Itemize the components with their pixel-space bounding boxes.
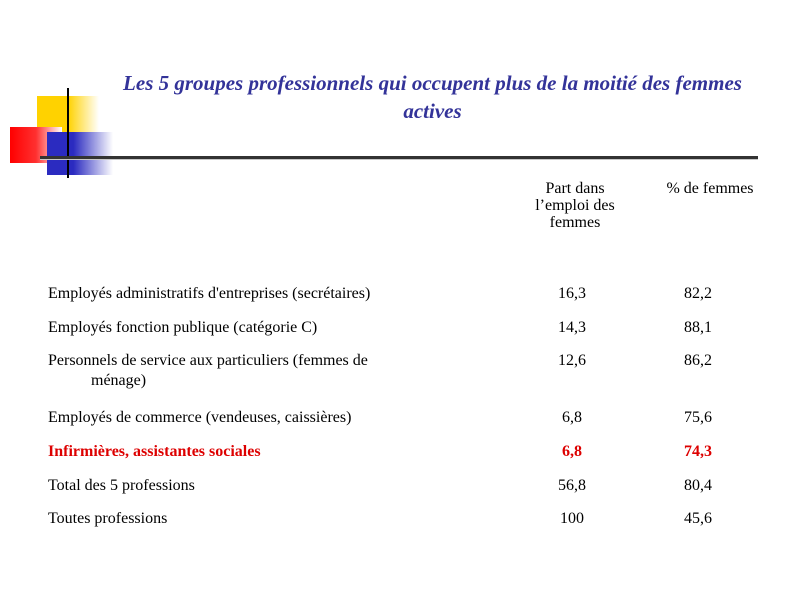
column-header-part-text: Part dans l’emploi des femmes [535,180,615,231]
slide-title: Les 5 groupes professionnels qui occupent plus de la moitié des femmes actives [123,71,742,123]
row-label: Infirmières, assistantes sociales [48,443,261,460]
row-part-value: 12,6 [558,352,586,369]
column-header-pct-text: % de femmes [666,180,754,197]
row-pct-value: 75,6 [684,409,712,426]
row-label-line1: Personnels de service aux particuliers (femmes de [48,352,368,369]
row-part-value: 6,8 [562,409,582,426]
row-part-value: 6,8 [562,443,582,460]
column-header-part [525,180,625,231]
row-pct-value: 80,4 [684,477,712,494]
row-label: Employés administratifs d'entreprises (secrétaires) [48,285,371,302]
row-pct-value: 74,3 [684,443,712,460]
row-pct-value: 88,1 [684,319,712,336]
row-part-value: 16,3 [558,285,586,302]
row-pct-value: 45,6 [684,510,712,527]
column-header-pct [665,180,755,197]
row-pct-value: 86,2 [684,352,712,369]
row-pct-value: 82,2 [684,285,712,302]
row-part-value: 100 [560,510,584,527]
logo-blue-square [47,132,113,175]
logo-vertical-line [67,88,69,178]
row-label [48,351,498,391]
row-label-line2: ménage) [91,372,147,389]
row-part-value: 56,8 [558,477,586,494]
row-label: Total des 5 professions [48,477,195,494]
row-label: Toutes professions [48,510,168,527]
title-divider-shadow [40,159,758,160]
row-part-value: 14,3 [558,319,586,336]
row-label: Employés de commerce (vendeuses, caissières) [48,409,352,426]
row-label: Employés fonction publique (catégorie C) [48,319,318,336]
